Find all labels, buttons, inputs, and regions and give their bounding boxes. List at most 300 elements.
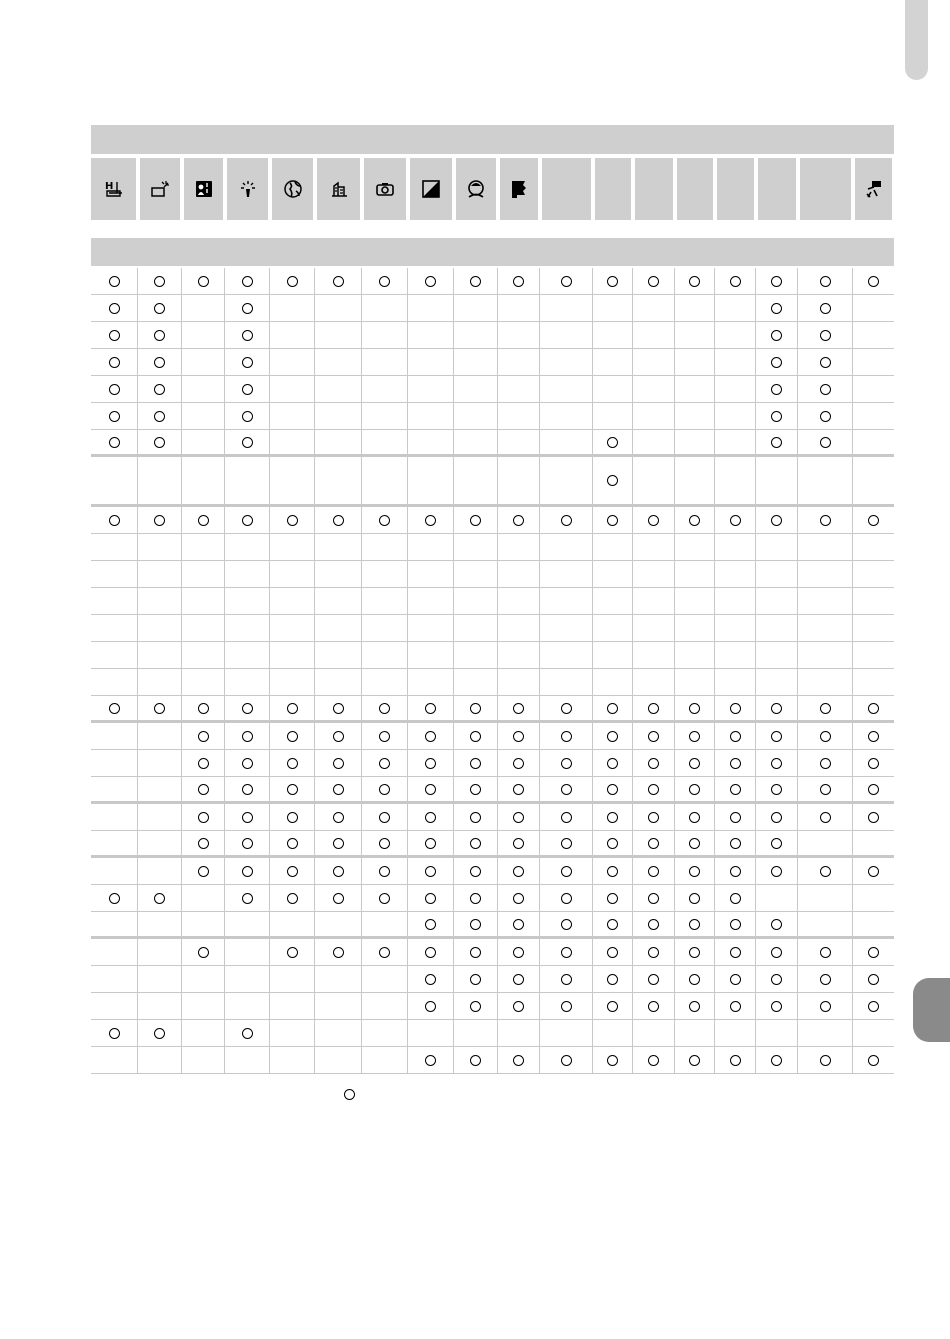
table-cell <box>91 430 138 454</box>
table-cell <box>593 376 633 402</box>
table-cell <box>408 268 454 294</box>
available-mark <box>820 784 831 795</box>
table-cell <box>91 993 138 1019</box>
table-cell <box>798 669 853 695</box>
table-cell <box>270 322 315 348</box>
hdr-bracket-icon <box>103 178 125 200</box>
table-cell <box>408 403 454 429</box>
available-mark <box>730 758 741 769</box>
table-cell <box>853 457 894 504</box>
table-cell <box>138 858 182 884</box>
table-cell <box>270 750 315 776</box>
table-cell <box>362 831 408 855</box>
table-row <box>91 534 894 561</box>
available-mark <box>198 784 209 795</box>
table-cell <box>408 669 454 695</box>
table-cell <box>715 858 756 884</box>
available-mark <box>154 357 165 368</box>
table-cell <box>225 642 270 668</box>
table-cell <box>540 939 593 965</box>
available-mark <box>513 515 524 526</box>
table-cell <box>362 1047 408 1073</box>
table-cell <box>454 912 498 936</box>
table-cell <box>593 403 633 429</box>
svg-text:H: H <box>104 181 113 192</box>
available-mark <box>242 411 253 422</box>
table-cell <box>715 1020 756 1046</box>
table-cell <box>593 457 633 504</box>
table-cell <box>454 642 498 668</box>
available-mark <box>242 330 253 341</box>
table-cell <box>315 723 362 749</box>
available-mark <box>730 812 741 823</box>
available-mark <box>242 812 253 823</box>
table-cell <box>593 430 633 454</box>
table-cell <box>498 966 540 992</box>
table-cell <box>540 912 593 936</box>
table-cell <box>715 457 756 504</box>
available-mark <box>820 330 831 341</box>
table-cell <box>315 858 362 884</box>
table-cell <box>91 507 138 533</box>
table-cell <box>853 268 894 294</box>
available-mark <box>470 703 481 714</box>
table-cell <box>91 642 138 668</box>
table-cell <box>798 349 853 375</box>
table-cell <box>138 777 182 801</box>
table-cell <box>182 457 225 504</box>
table-cell <box>715 349 756 375</box>
mode-column-16 <box>758 158 796 220</box>
table-cell <box>715 322 756 348</box>
available-mark <box>242 437 253 448</box>
available-mark <box>513 919 524 930</box>
available-mark <box>513 866 524 877</box>
table-cell <box>362 295 408 321</box>
available-mark <box>561 919 572 930</box>
available-mark <box>648 1001 659 1012</box>
mode-column-3 <box>184 158 223 220</box>
table-cell <box>798 642 853 668</box>
available-mark <box>771 384 782 395</box>
table-cell <box>633 966 675 992</box>
table-cell <box>362 268 408 294</box>
table-cell <box>498 507 540 533</box>
table-cell <box>798 885 853 911</box>
table-cell <box>91 268 138 294</box>
available-mark <box>648 812 659 823</box>
table-cell <box>715 534 756 560</box>
available-mark <box>109 1028 120 1039</box>
table-cell <box>633 349 675 375</box>
table-cell <box>756 912 798 936</box>
table-cell <box>853 912 894 936</box>
available-mark <box>470 1001 481 1012</box>
table-cell <box>182 885 225 911</box>
available-mark <box>242 758 253 769</box>
table-cell <box>138 912 182 936</box>
table-cell <box>593 993 633 1019</box>
available-mark <box>379 703 390 714</box>
table-cell <box>91 939 138 965</box>
table-cell <box>853 403 894 429</box>
table-cell <box>498 696 540 720</box>
table-cell <box>675 642 715 668</box>
available-mark <box>379 276 390 287</box>
available-mark <box>109 703 120 714</box>
table-cell <box>315 777 362 801</box>
table-cell <box>138 430 182 454</box>
table-cell <box>498 642 540 668</box>
table-cell <box>454 993 498 1019</box>
table-cell <box>182 322 225 348</box>
table-cell <box>798 457 853 504</box>
table-cell <box>270 831 315 855</box>
table-cell <box>91 588 138 614</box>
table-cell <box>182 723 225 749</box>
available-mark <box>771 411 782 422</box>
table-cell <box>593 885 633 911</box>
table-cell <box>91 615 138 641</box>
table-row <box>91 349 894 376</box>
table-cell <box>408 534 454 560</box>
table-cell <box>454 858 498 884</box>
available-mark <box>820 515 831 526</box>
table-cell <box>408 349 454 375</box>
table-cell <box>408 912 454 936</box>
table-cell <box>675 349 715 375</box>
available-mark <box>730 1001 741 1012</box>
available-mark <box>425 1001 436 1012</box>
table-cell <box>408 696 454 720</box>
night-portrait-icon <box>193 178 215 200</box>
table-cell <box>454 430 498 454</box>
table-cell <box>362 615 408 641</box>
table-cell <box>225 349 270 375</box>
table-cell <box>408 885 454 911</box>
available-mark <box>109 276 120 287</box>
table-cell <box>225 615 270 641</box>
available-mark <box>470 893 481 904</box>
table-cell <box>408 430 454 454</box>
available-mark <box>561 866 572 877</box>
table-cell <box>540 403 593 429</box>
available-mark <box>561 784 572 795</box>
table-cell <box>138 642 182 668</box>
table-cell <box>798 777 853 801</box>
table-cell <box>270 642 315 668</box>
available-mark <box>242 303 253 314</box>
table-row <box>91 885 894 912</box>
building-icon <box>328 178 350 200</box>
table-cell <box>498 1020 540 1046</box>
table-cell <box>270 669 315 695</box>
available-mark <box>154 893 165 904</box>
table-cell <box>593 723 633 749</box>
table-cell <box>408 831 454 855</box>
available-mark <box>868 784 879 795</box>
table-cell <box>853 1020 894 1046</box>
table-cell <box>138 939 182 965</box>
table-row <box>91 831 894 858</box>
table-cell <box>182 268 225 294</box>
available-mark <box>561 947 572 958</box>
table-cell <box>540 507 593 533</box>
available-mark <box>771 276 782 287</box>
available-mark <box>513 758 524 769</box>
table-cell <box>756 777 798 801</box>
table-cell <box>315 750 362 776</box>
table-cell <box>756 831 798 855</box>
table-cell <box>540 696 593 720</box>
table-cell <box>715 588 756 614</box>
table-cell <box>633 912 675 936</box>
available-mark <box>730 1055 741 1066</box>
available-mark <box>607 893 618 904</box>
table-cell <box>270 349 315 375</box>
available-mark <box>730 919 741 930</box>
table-cell <box>756 939 798 965</box>
table-cell <box>362 349 408 375</box>
available-mark <box>820 411 831 422</box>
available-mark <box>425 731 436 742</box>
fireworks-icon <box>237 178 259 200</box>
available-mark <box>820 276 831 287</box>
available-mark <box>648 919 659 930</box>
available-mark <box>198 276 209 287</box>
table-cell <box>798 507 853 533</box>
available-mark <box>333 866 344 877</box>
table-cell <box>756 322 798 348</box>
table-cell <box>715 268 756 294</box>
available-mark <box>333 812 344 823</box>
available-mark <box>379 947 390 958</box>
available-mark <box>109 357 120 368</box>
table-cell <box>540 376 593 402</box>
available-mark <box>425 866 436 877</box>
table-cell <box>715 1047 756 1073</box>
table-cell <box>675 912 715 936</box>
table-cell <box>138 696 182 720</box>
table-cell <box>498 376 540 402</box>
table-cell <box>540 1047 593 1073</box>
table-cell <box>633 1020 675 1046</box>
table-cell <box>315 349 362 375</box>
table-cell <box>633 268 675 294</box>
table-cell <box>270 804 315 830</box>
table-row <box>91 696 894 723</box>
table-cell <box>540 561 593 587</box>
table-cell <box>756 403 798 429</box>
available-mark <box>607 812 618 823</box>
available-mark <box>730 276 741 287</box>
available-mark <box>607 838 618 849</box>
table-cell <box>593 561 633 587</box>
table-cell <box>182 1047 225 1073</box>
available-mark <box>425 812 436 823</box>
table-cell <box>498 561 540 587</box>
available-mark <box>333 947 344 958</box>
table-cell <box>675 376 715 402</box>
poster-icon <box>508 178 530 200</box>
table-cell <box>633 993 675 1019</box>
mode-column-8 <box>410 158 452 220</box>
table-cell <box>454 885 498 911</box>
available-mark <box>154 411 165 422</box>
table-row <box>91 804 894 831</box>
table-cell <box>633 430 675 454</box>
available-mark <box>771 812 782 823</box>
table-cell <box>798 534 853 560</box>
available-mark <box>154 303 165 314</box>
table-cell <box>315 268 362 294</box>
table-cell <box>362 376 408 402</box>
available-mark <box>154 276 165 287</box>
table-cell <box>853 777 894 801</box>
table-cell <box>756 993 798 1019</box>
table-cell <box>454 669 498 695</box>
available-mark <box>287 947 298 958</box>
available-mark <box>379 838 390 849</box>
table-cell <box>633 322 675 348</box>
table-cell <box>715 885 756 911</box>
table-cell <box>225 885 270 911</box>
available-mark <box>689 1001 700 1012</box>
available-mark <box>333 731 344 742</box>
table-cell <box>798 912 853 936</box>
table-cell <box>540 723 593 749</box>
table-cell <box>454 696 498 720</box>
available-mark <box>771 437 782 448</box>
available-mark <box>868 812 879 823</box>
table-cell <box>756 588 798 614</box>
available-mark <box>287 866 298 877</box>
available-mark <box>730 703 741 714</box>
available-mark <box>425 974 436 985</box>
table-cell <box>454 723 498 749</box>
available-mark <box>648 784 659 795</box>
available-mark <box>198 947 209 958</box>
available-mark <box>648 758 659 769</box>
table-cell <box>498 403 540 429</box>
available-mark <box>648 974 659 985</box>
table-cell <box>315 615 362 641</box>
table-cell <box>853 642 894 668</box>
table-cell <box>498 430 540 454</box>
table-row <box>91 268 894 295</box>
available-mark <box>771 1001 782 1012</box>
table-cell <box>633 750 675 776</box>
available-mark <box>689 758 700 769</box>
available-mark <box>771 731 782 742</box>
table-cell <box>756 642 798 668</box>
table-cell <box>225 966 270 992</box>
table-cell <box>498 268 540 294</box>
table-cell <box>182 349 225 375</box>
table-cell <box>715 912 756 936</box>
available-mark <box>379 812 390 823</box>
available-mark <box>287 703 298 714</box>
table-cell <box>715 804 756 830</box>
available-mark <box>154 1028 165 1039</box>
table-cell <box>270 507 315 533</box>
table-cell <box>182 642 225 668</box>
available-mark <box>689 866 700 877</box>
face-icon <box>465 178 487 200</box>
mode-column-5 <box>272 158 313 220</box>
available-mark <box>109 384 120 395</box>
table-row <box>91 723 894 750</box>
table-cell <box>675 966 715 992</box>
table-cell <box>362 507 408 533</box>
available-mark <box>513 947 524 958</box>
available-mark <box>425 838 436 849</box>
table-row <box>91 669 894 696</box>
table-cell <box>675 295 715 321</box>
table-row <box>91 993 894 1020</box>
available-mark <box>109 515 120 526</box>
available-mark <box>287 893 298 904</box>
table-cell <box>853 615 894 641</box>
table-cell <box>675 561 715 587</box>
table-cell <box>593 912 633 936</box>
table-cell <box>408 1047 454 1073</box>
available-mark <box>730 515 741 526</box>
table-cell <box>91 1047 138 1073</box>
table-cell <box>138 831 182 855</box>
available-mark <box>820 947 831 958</box>
table-row <box>91 1020 894 1047</box>
table-cell <box>593 750 633 776</box>
table-cell <box>633 939 675 965</box>
table-cell <box>798 831 853 855</box>
table-cell <box>798 322 853 348</box>
available-mark <box>689 731 700 742</box>
table-cell <box>675 750 715 776</box>
table-cell <box>270 993 315 1019</box>
available-mark <box>561 974 572 985</box>
table-cell <box>593 804 633 830</box>
table-cell <box>633 777 675 801</box>
table-cell <box>408 457 454 504</box>
available-mark <box>648 893 659 904</box>
available-mark <box>648 731 659 742</box>
table-cell <box>633 534 675 560</box>
available-mark <box>470 947 481 958</box>
table-cell <box>715 561 756 587</box>
camera-icon <box>374 178 396 200</box>
table-cell <box>138 1047 182 1073</box>
table-cell <box>362 993 408 1019</box>
available-mark <box>607 731 618 742</box>
table-cell <box>91 349 138 375</box>
table-cell <box>315 696 362 720</box>
available-mark <box>513 1001 524 1012</box>
table-cell <box>853 376 894 402</box>
table-cell <box>715 669 756 695</box>
available-mark <box>730 974 741 985</box>
mode-column-4 <box>227 158 268 220</box>
table-cell <box>633 669 675 695</box>
table-cell <box>540 993 593 1019</box>
available-mark <box>198 731 209 742</box>
table-cell <box>540 615 593 641</box>
table-cell <box>715 430 756 454</box>
available-mark <box>379 784 390 795</box>
table-cell <box>225 534 270 560</box>
table-cell <box>675 804 715 830</box>
table-cell <box>633 588 675 614</box>
